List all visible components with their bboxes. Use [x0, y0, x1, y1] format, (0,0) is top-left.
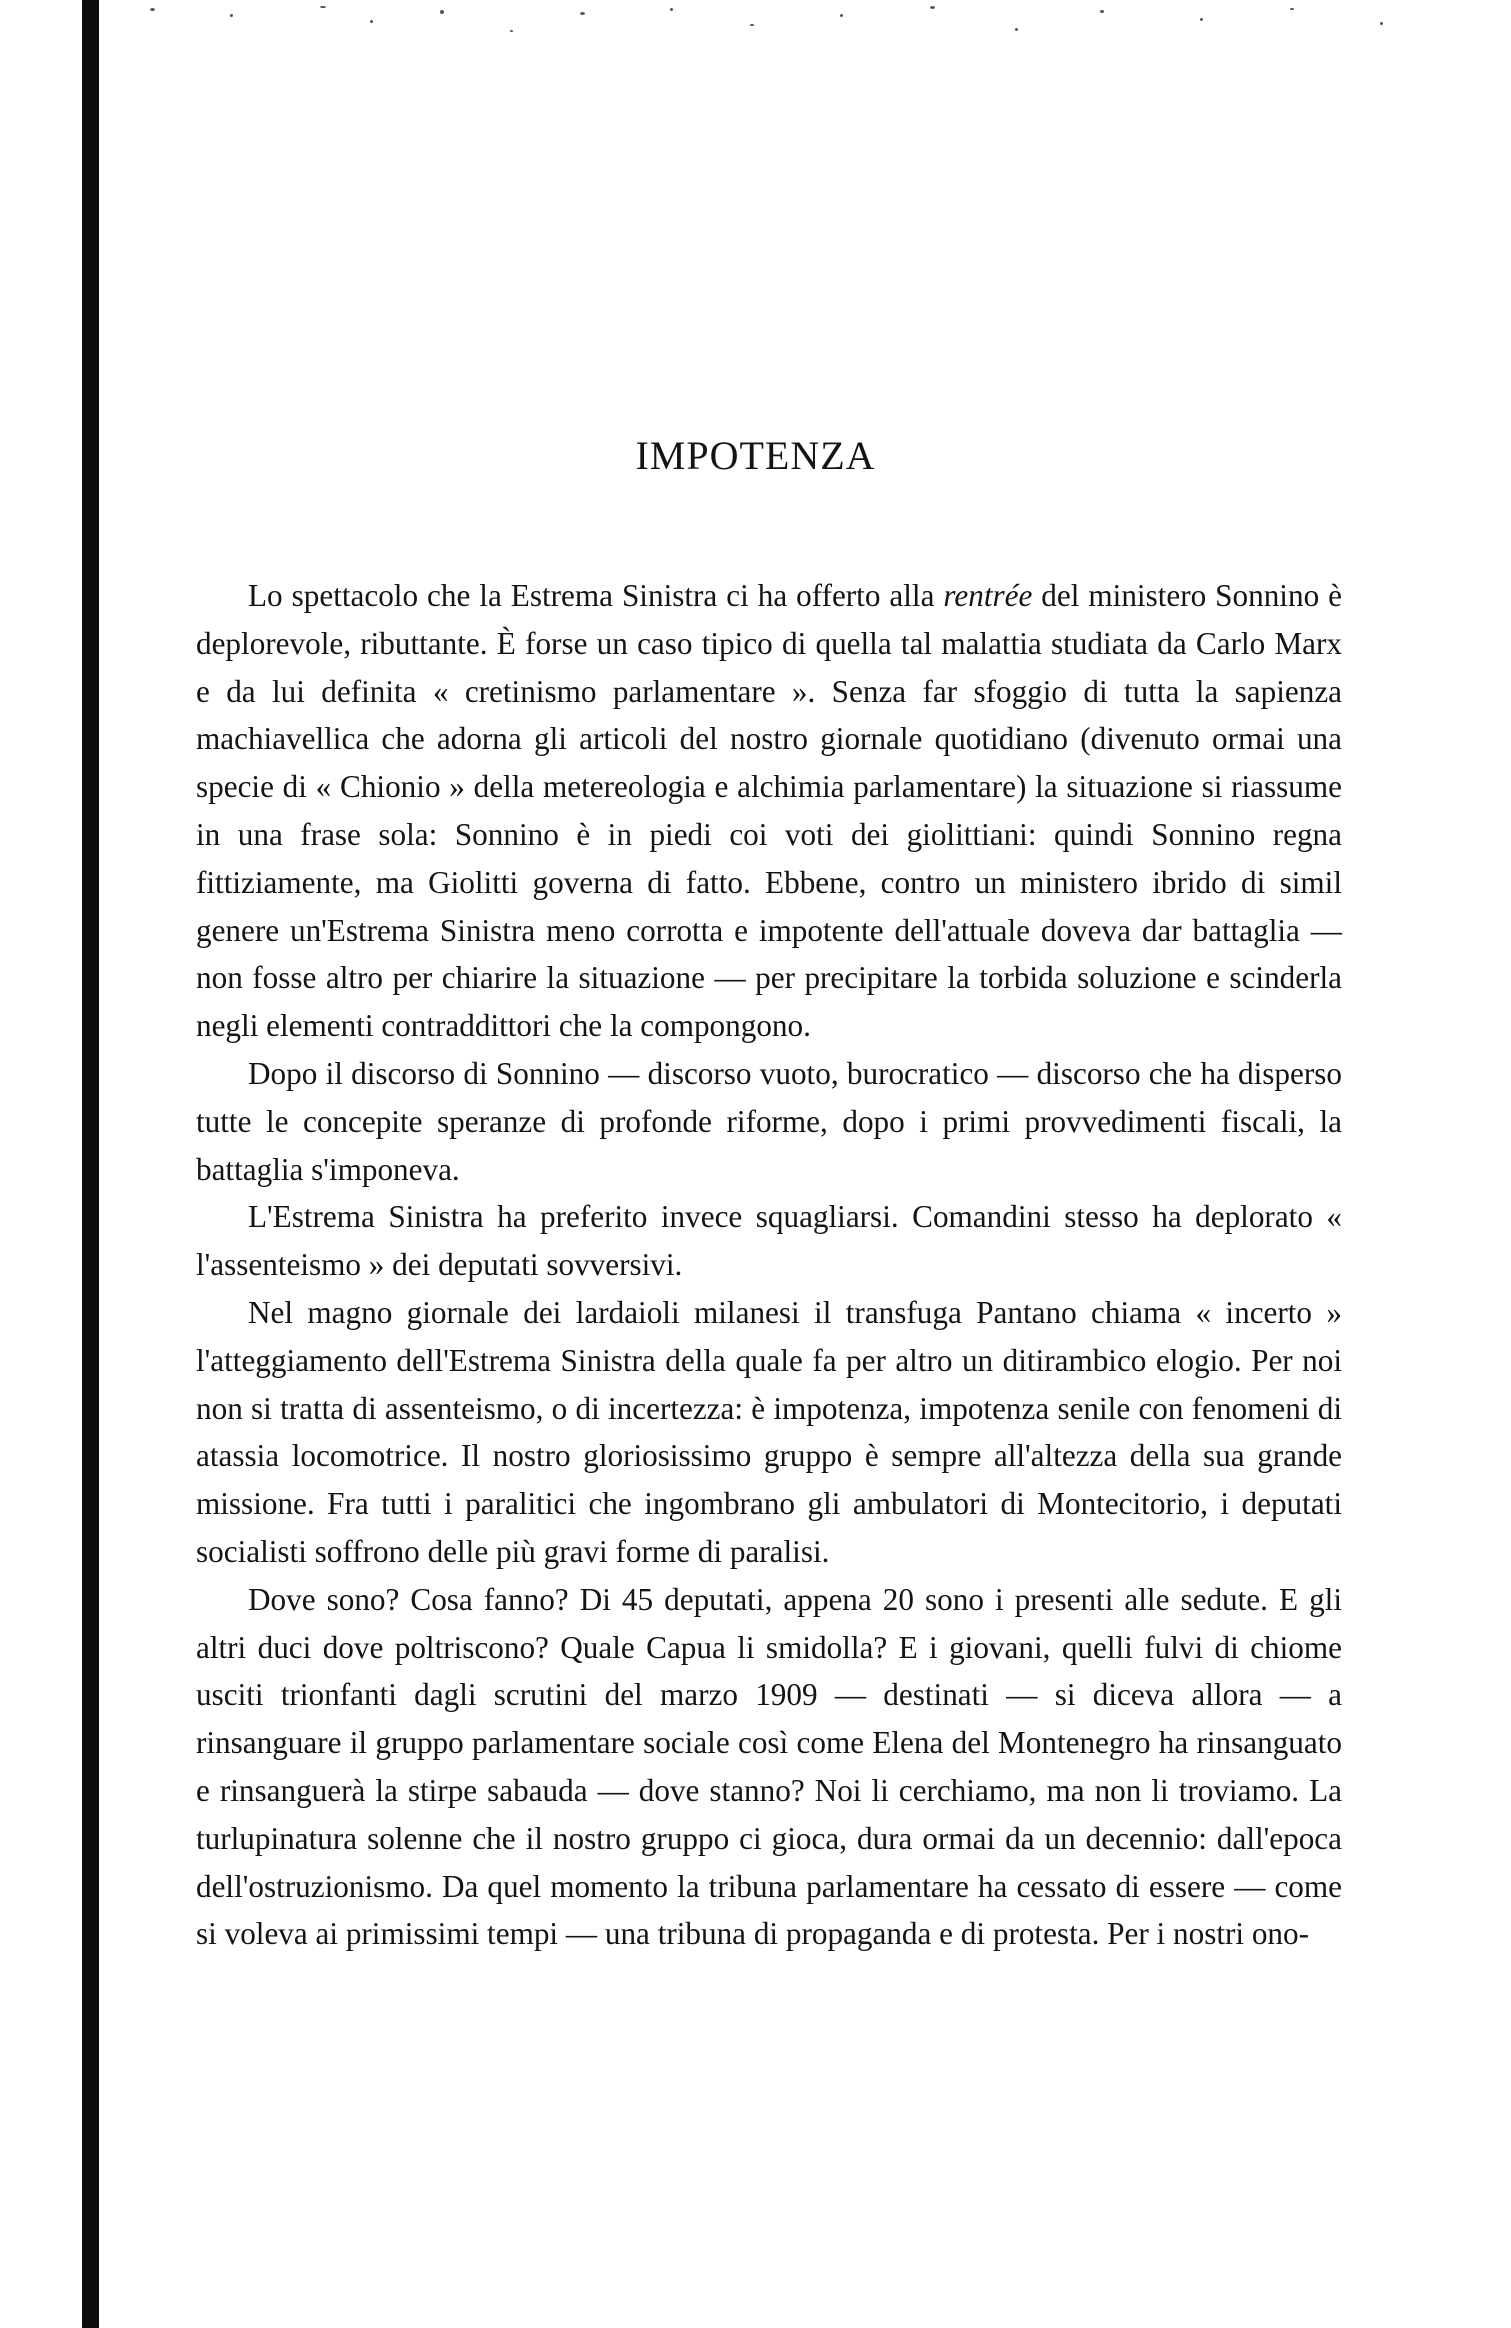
body-text	[196, 572, 1342, 1958]
paragraph-4: Nel magno giornale dei lardaioli milanesi il transfuga Pantano chiama « incerto » l'atteggiamento dell'Estrema Sinistra della quale fa per altro un ditirambico elogio. Per noi non si tratta di assenteismo, o di incertezza: è impotenza, impotenza senile con fenomeni di atassia locomotrice. Il nostro gloriosissimo gruppo è sempre all'altezza della sua grande missione. Fra tutti i paralitici che ingombrano gli ambulatori di Montecitorio, i deputati socialisti soffrono delle più gravi forme di paralisi.	[196, 1294, 1342, 1569]
page-title: IMPOTENZA	[635, 433, 876, 478]
paragraph-2: Dopo il discorso di Sonnino — discorso vuoto, burocratico — discorso che ha disperso tutte le concepite speranze di profonde riforme, dopo i primi provvedimenti fiscali, la battaglia s'imponeva.	[196, 1055, 1342, 1187]
paragraph-1-text-end: del ministero Sonnino è deplorevole, ributtante. È forse un caso tipico di quella tal malattia studiata da Carlo Marx e da lui definita « cretinismo parlamentare ». Senza far sfoggio di tutta la sapienza machiavellica che adorna gli articoli del nostro giornale quotidiano (divenuto ormai una specie di « Chionio » della metereologia e alchimia parlamentare) la situazione si riassume in una frase sola: Sonnino è in piedi coi voti dei giolittiani: quindi Sonnino regna fittiziamente, ma Giolitti governa di fatto. Ebbene, contro un ministero ibrido di simil genere un'Estrema Sinistra meno corrotta e impotente dell'attuale doveva dar battaglia — non fosse altro per chiarire la situazione — per precipitare la torbida soluzione e scinderla negli elementi contraddittori che la compongono.	[196, 578, 1342, 1044]
paragraph-1-italic-term: rentrée	[943, 578, 1033, 613]
paragraph-3: L'Estrema Sinistra ha preferito invece squagliarsi. Comandini stesso ha deplorato « l'assenteismo » dei deputati sovversivi.	[196, 1199, 1342, 1283]
page-binding-edge	[82, 0, 99, 2328]
paragraph-5: Dove sono? Cosa fanno? Di 45 deputati, appena 20 sono i presenti alle sedute. E gli altri duci dove poltriscono? Quale Capua li smidolla? E i giovani, quelli fulvi di chiome usciti trionfanti dagli scrutini del marzo 1909 — destinati — si diceva allora — a rinsanguare il gruppo parlamentare sociale così come Elena del Montenegro ha rinsanguato e rinsanguerà la stirpe sabauda — dove stanno? Noi li cerchiamo, ma non li troviamo. La turlupinatura solenne che il nostro gruppo ci gioca, dura ormai da un decennio: dall'epoca dell'ostruzionismo. Da quel momento la tribuna parlamentare ha cessato di essere — come si voleva ai primissimi tempi — una tribuna di propaganda e di protesta. Per i nostri ono-	[196, 1581, 1342, 1952]
paragraph-1	[196, 572, 1342, 1050]
scan-noise	[110, 0, 1490, 70]
paragraph-1-text-start: Lo spettacolo che la Estrema Sinistra ci ha offerto alla	[248, 578, 944, 613]
